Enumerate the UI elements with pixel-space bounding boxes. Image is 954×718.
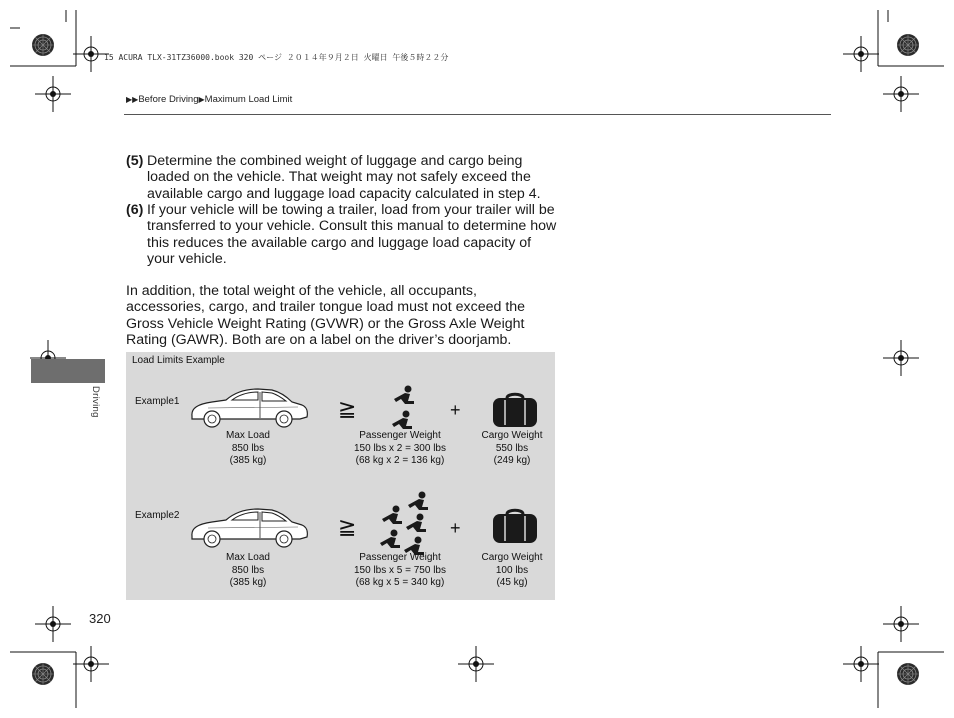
passenger-icons <box>376 490 432 558</box>
header-rule <box>124 114 831 115</box>
step-number: (5) <box>126 153 144 169</box>
chapter-tab-label: Driving <box>90 386 101 418</box>
chapter-tab[interactable] <box>31 359 105 383</box>
caption-line: (68 kg x 5 = 340 kg) <box>355 577 445 588</box>
body-paragraph: In addition, the total weight of the vehicle, all occupants, accessories, cargo, and trailer tongue load must not exceed the Gross Vehicle Weight Rating (GVWR) or the Gross Axle Weight Rating (GAWR). Both are on a label on the driver’s doorjamb. <box>126 283 526 348</box>
caption-line: 850 lbs <box>231 564 265 576</box>
caption-line: 550 lbs <box>495 442 529 454</box>
figure-title: Load Limits Example <box>132 355 225 366</box>
greater-equal-symbol: ≧ <box>338 396 357 421</box>
step-5 <box>126 153 561 203</box>
breadcrumb-marker: ▶▶ <box>126 95 139 104</box>
page-number: 320 <box>89 611 111 626</box>
example-label: Example1 <box>135 396 180 407</box>
load-limits-figure <box>126 352 555 600</box>
caption-title: Max Load <box>226 552 270 563</box>
caption-title: Cargo Weight <box>481 552 543 563</box>
step-6 <box>126 202 561 268</box>
step-text: If your vehicle will be towing a trailer, load from your trailer will be transferred to your vehicle. Consult this manual to determine how this reduces the available cargo and luggage load capacity of your vehicle. <box>147 202 557 267</box>
passenger-weight-caption <box>330 430 470 468</box>
breadcrumb <box>126 94 292 105</box>
passenger-icons <box>388 385 418 435</box>
max-load-caption <box>208 552 288 590</box>
breadcrumb-separator: ▶ <box>198 95 205 104</box>
caption-line: 850 lbs <box>231 442 265 454</box>
luggage-icon <box>492 508 538 544</box>
car-icon <box>188 386 310 432</box>
caption-line: (385 kg) <box>229 577 267 588</box>
car-icon <box>188 506 310 552</box>
caption-line: (68 kg x 2 = 136 kg) <box>355 455 445 466</box>
caption-line: 150 lbs x 5 = 750 lbs <box>353 564 446 576</box>
caption-line: (385 kg) <box>229 455 267 466</box>
plus-symbol: + <box>450 400 461 420</box>
breadcrumb-topic[interactable]: Maximum Load Limit <box>204 94 293 105</box>
caption-line: (249 kg) <box>493 455 531 466</box>
caption-line: 100 lbs <box>495 564 529 576</box>
print-header: 15 ACURA TLX-31TZ36000.book 320 ページ ２０１４年９月２日 火曜日 午後５時２２分 <box>104 53 449 62</box>
cargo-weight-caption <box>472 552 552 590</box>
caption-line: 150 lbs x 2 = 300 lbs <box>353 442 446 454</box>
caption-title: Cargo Weight <box>481 430 543 441</box>
max-load-caption <box>208 430 288 468</box>
plus-symbol: + <box>450 518 461 538</box>
caption-title: Max Load <box>226 430 270 441</box>
passenger-weight-caption <box>330 552 470 590</box>
luggage-icon <box>492 392 538 428</box>
greater-equal-symbol: ≧ <box>338 514 357 539</box>
example-label: Example2 <box>135 510 180 521</box>
caption-line: (45 kg) <box>496 577 528 588</box>
caption-title: Passenger Weight <box>359 430 441 441</box>
cargo-weight-caption <box>472 430 552 468</box>
step-number: (6) <box>126 202 144 218</box>
caption-title: Passenger Weight <box>359 552 441 563</box>
breadcrumb-section[interactable]: Before Driving <box>138 94 199 105</box>
step-text: Determine the combined weight of luggage and cargo being loaded on the vehicle. That weight may not safely exceed the available cargo and luggage load capacity calculated in step 4. <box>147 153 541 202</box>
